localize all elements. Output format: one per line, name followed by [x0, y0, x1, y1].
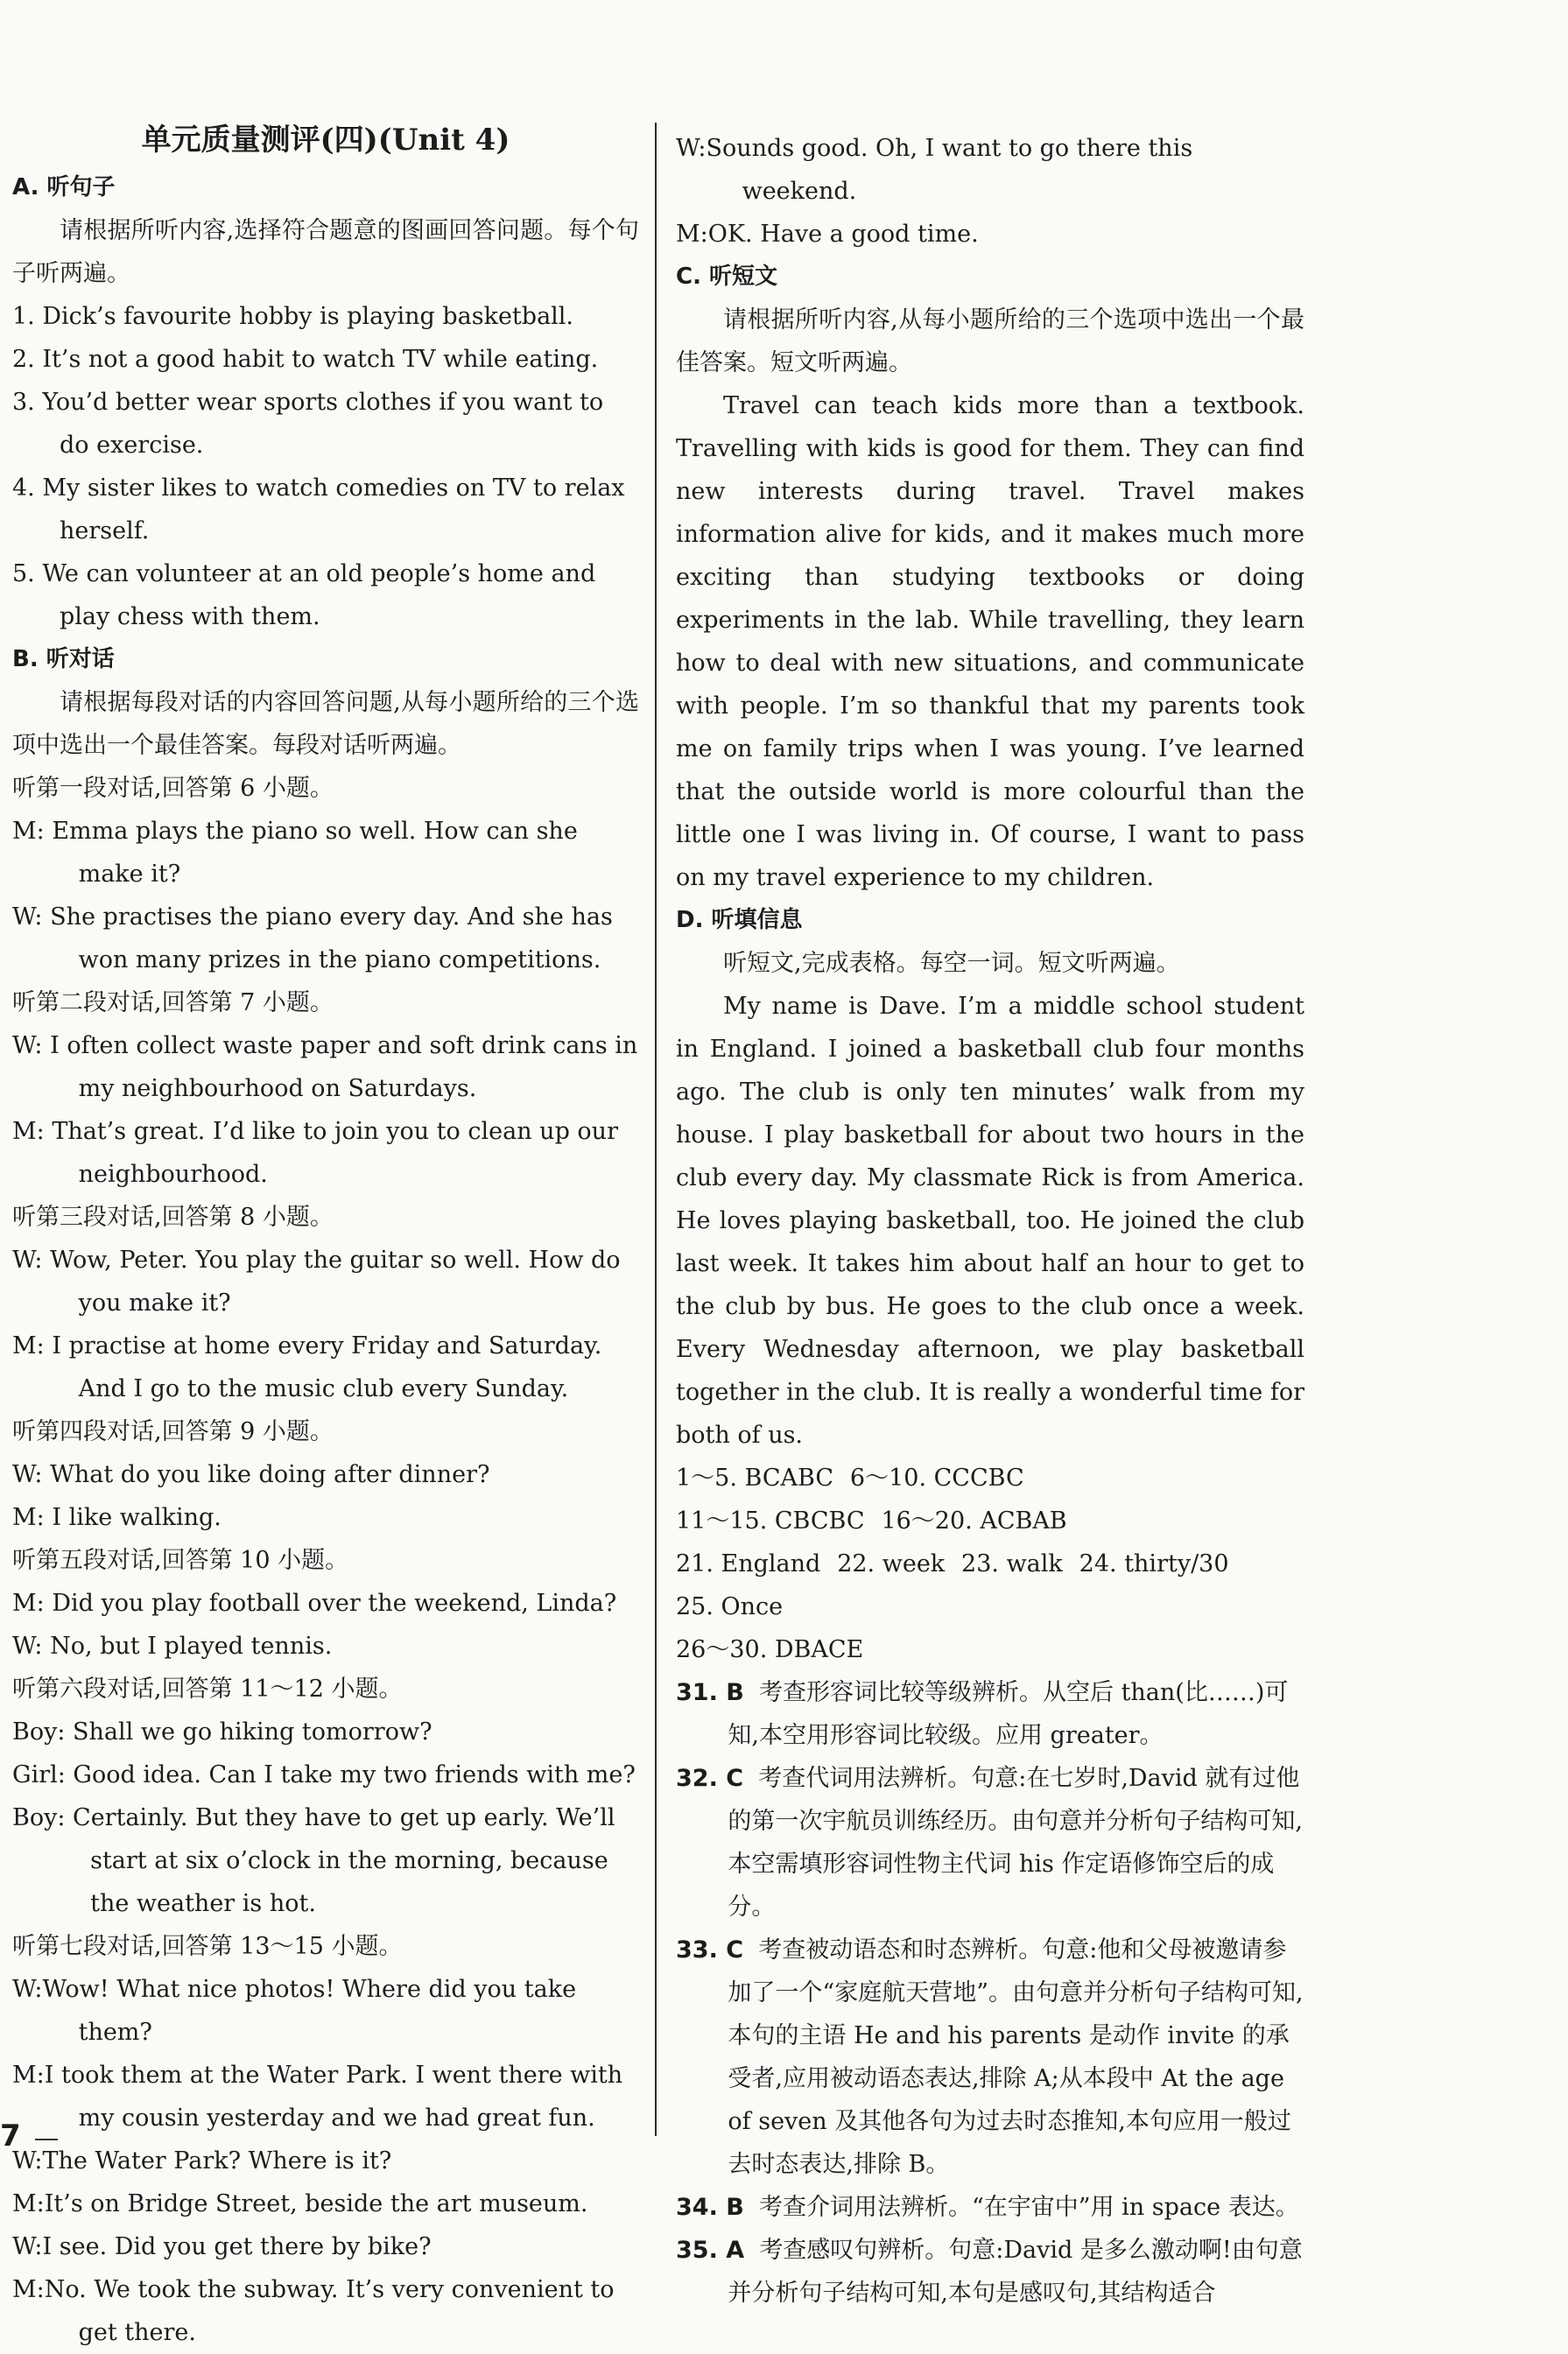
section-d-instruction: 听短文,完成表格。每空一词。短文听两遍。	[723, 950, 1180, 977]
dialogue-line: M: That’s great. I’d like to join you to clean up our neighbourhood.	[12, 1118, 618, 1188]
dialogue-line: M: Did you play football over the weekend, Linda?	[12, 1590, 617, 1617]
section-c-instruction: 请根据所听内容,从每小题所给的三个选项中选出一个最佳答案。短文听两遍。	[676, 306, 1304, 376]
answer-key-row	[676, 1542, 1304, 1585]
answer-number: 31. B	[676, 1679, 744, 1706]
answer-key: 23. walk	[961, 1550, 1063, 1578]
dialogue-line: M: I practise at home every Friday and Saturday. And I go to the music club every Sunday.	[12, 1332, 602, 1402]
dialogue-line: W:The Water Park? Where is it?	[12, 2147, 392, 2175]
answer-key: 16～20. ACBAB	[881, 1507, 1067, 1535]
answer-number: 34. B	[676, 2194, 744, 2221]
answer-explanation	[676, 2186, 1304, 2229]
dialogue-line: W: What do you like doing after dinner?	[12, 1461, 490, 1488]
dialogue-line: M: I like walking.	[12, 1504, 221, 1531]
answer-key: 6～10. CCCBC	[849, 1465, 1024, 1492]
answer-key: 25. Once	[676, 1593, 784, 1620]
dialogue-header: 听第六段对话,回答第 11～12 小题。	[12, 1676, 403, 1703]
dialogue-line: W:Sounds good. Oh, I want to go there this weekend.	[676, 135, 1193, 205]
dialogue-line: W: No, but I played tennis.	[12, 1633, 333, 1660]
answer-key-row	[676, 1500, 1304, 1542]
list-item: 4. My sister likes to watch comedies on TV to relax herself.	[12, 474, 625, 545]
dialogue-header: 听第四段对话,回答第 9 小题。	[12, 1418, 334, 1445]
answer-number: 35. A	[676, 2237, 745, 2264]
answer-number: 32. C	[676, 1765, 744, 1792]
answer-key: 11～15. CBCBC	[676, 1507, 865, 1535]
dialogue-line: W: I often collect waste paper and soft drink cans in my neighbourhood on Saturdays.	[12, 1032, 638, 1102]
page-number: 7	[0, 2119, 21, 2154]
dialogue-line: Boy: Shall we go hiking tomorrow?	[12, 1718, 432, 1746]
page-title: 单元质量测评(四)(Unit 4)	[141, 123, 510, 158]
explanation-text: 考查感叹句辨析。句意:David 是多么激动啊!由句意并分析句子结构可知,本句是感叹句,其结构适合	[728, 2237, 1303, 2307]
section-b-heading: B. 听对话	[12, 646, 115, 672]
list-item: 1. Dick’s favourite hobby is playing basketball.	[12, 303, 574, 330]
answer-key: 1～5. BCABC	[676, 1465, 834, 1492]
explanation-text: 考查介词用法辨析。“在宇宙中”用 in space 表达。	[758, 2194, 1299, 2221]
answer-key: 26～30. DBACE	[676, 1636, 864, 1663]
answer-explanation	[676, 2229, 1304, 2315]
list-item: 3. You’d better wear sports clothes if you want to do exercise.	[12, 389, 604, 459]
dialogue-line: W: Wow, Peter. You play the guitar so well. How do you make it?	[12, 1247, 621, 1317]
section-a-heading: A. 听句子	[12, 174, 116, 200]
column-divider	[655, 123, 657, 2136]
dialogue-line: W:I see. Did you get there by bike?	[12, 2233, 432, 2260]
explanation-text: 考查被动语态和时态辨析。句意:他和父母被邀请参加了一个“家庭航天营地”。由句意并分析句子结构可知,本句的主语 He and his parents 是动作 invite 的承受者,应用被动语态表达,排除 A;从本段中 At the age of seven 及其他各句为过去时态推知,本句应用一般过去时态表达,排除 B。	[728, 1936, 1304, 2178]
dialogue-line: M:I took them at the Water Park. I went there with my cousin yesterday and we had great fun.	[12, 2062, 623, 2132]
right-column	[676, 127, 1304, 2315]
section-c-heading: C. 听短文	[676, 264, 778, 290]
left-column	[12, 121, 639, 2354]
page-number-rule	[35, 2139, 58, 2140]
dialogue-header: 听第三段对话,回答第 8 小题。	[12, 1204, 334, 1231]
list-item: 5. We can volunteer at an old people’s home and play chess with them.	[12, 560, 596, 630]
answer-explanation	[676, 1757, 1304, 1929]
dialogue-line: Boy: Certainly. But they have to get up early. We’ll start at six o’clock in the morning, because the weather is hot.	[12, 1804, 615, 1917]
answer-key: 24. thirty/30	[1079, 1550, 1229, 1578]
section-d-text: My name is Dave. I’m a middle school student in England. I joined a basketball club four months ago. The club is only ten minutes’ walk from my house. I play basketball for about two hours in the club every day. My classmate Rick is from America. He loves playing basketball, too. He joined the club last week. It takes him about half an hour to get to the club by bus. He goes to the club once a week. Every Wednesday afternoon, we play basketball together in the club. It is really a wonderful time for both of us.	[676, 993, 1304, 1449]
dialogue-line: M: Emma plays the piano so well. How can she make it?	[12, 818, 578, 888]
explanation-text: 考查形容词比较等级辨析。从空后 than(比……)可知,本空用形容词比较级。应用 greater。	[728, 1679, 1289, 1749]
answer-key-row	[676, 1628, 1304, 1671]
answer-key: 21. England	[676, 1550, 821, 1578]
section-b-instruction: 请根据每段对话的内容回答问题,从每小题所给的三个选项中选出一个最佳答案。每段对话听两遍。	[12, 689, 639, 759]
dialogue-line: W: She practises the piano every day. And she has won many prizes in the piano competitions.	[12, 903, 613, 973]
dialogue-line: M:OK. Have a good time.	[676, 221, 979, 248]
dialogue-line: W:Wow! What nice photos! Where did you take them?	[12, 1976, 577, 2046]
section-a-instruction: 请根据所听内容,选择符合题意的图画回答问题。每个句子听两遍。	[12, 217, 639, 287]
section-c-text: Travel can teach kids more than a textbook. Travelling with kids is good for them. They can find new interests during travel. Travel makes information alive for kids, and it makes much more exciting than studying textbooks or doing experiments in the lab. While travelling, they learn how to deal with new situations, and communicate with people. I’m so thankful that my parents took me on family trips when I was young. I’ve learned that the outside world is more colourful than the little one I was living in. Of course, I want to pass on my travel experience to my children.	[676, 392, 1304, 891]
answer-number: 33. C	[676, 1936, 744, 1964]
answer-explanation	[676, 1929, 1304, 2186]
dialogue-header: 听第七段对话,回答第 13～15 小题。	[12, 1933, 403, 1960]
list-item: 2. It’s not a good habit to watch TV while eating.	[12, 346, 599, 373]
answer-key: 22. week	[837, 1550, 946, 1578]
answer-explanation	[676, 1671, 1304, 1757]
answer-key-row	[676, 1585, 1304, 1628]
dialogue-header: 听第五段对话,回答第 10 小题。	[12, 1547, 349, 1574]
dialogue-line: M:No. We took the subway. It’s very convenient to get there.	[12, 2276, 615, 2346]
dialogue-header: 听第二段对话,回答第 7 小题。	[12, 989, 334, 1016]
dialogue-line: M:It’s on Bridge Street, beside the art museum.	[12, 2190, 588, 2217]
section-d-heading: D. 听填信息	[676, 907, 803, 933]
answer-key-row	[676, 1457, 1304, 1500]
explanation-text: 考查代词用法辨析。句意:在七岁时,David 就有过他的第一次宇航员训练经历。由句意并分析句子结构可知,本空需填形容词性物主代词 his 作定语修饰空后的成分。	[728, 1765, 1303, 1921]
dialogue-header: 听第一段对话,回答第 6 小题。	[12, 775, 334, 802]
dialogue-line: Girl: Good idea. Can I take my two friends with me?	[12, 1761, 636, 1788]
